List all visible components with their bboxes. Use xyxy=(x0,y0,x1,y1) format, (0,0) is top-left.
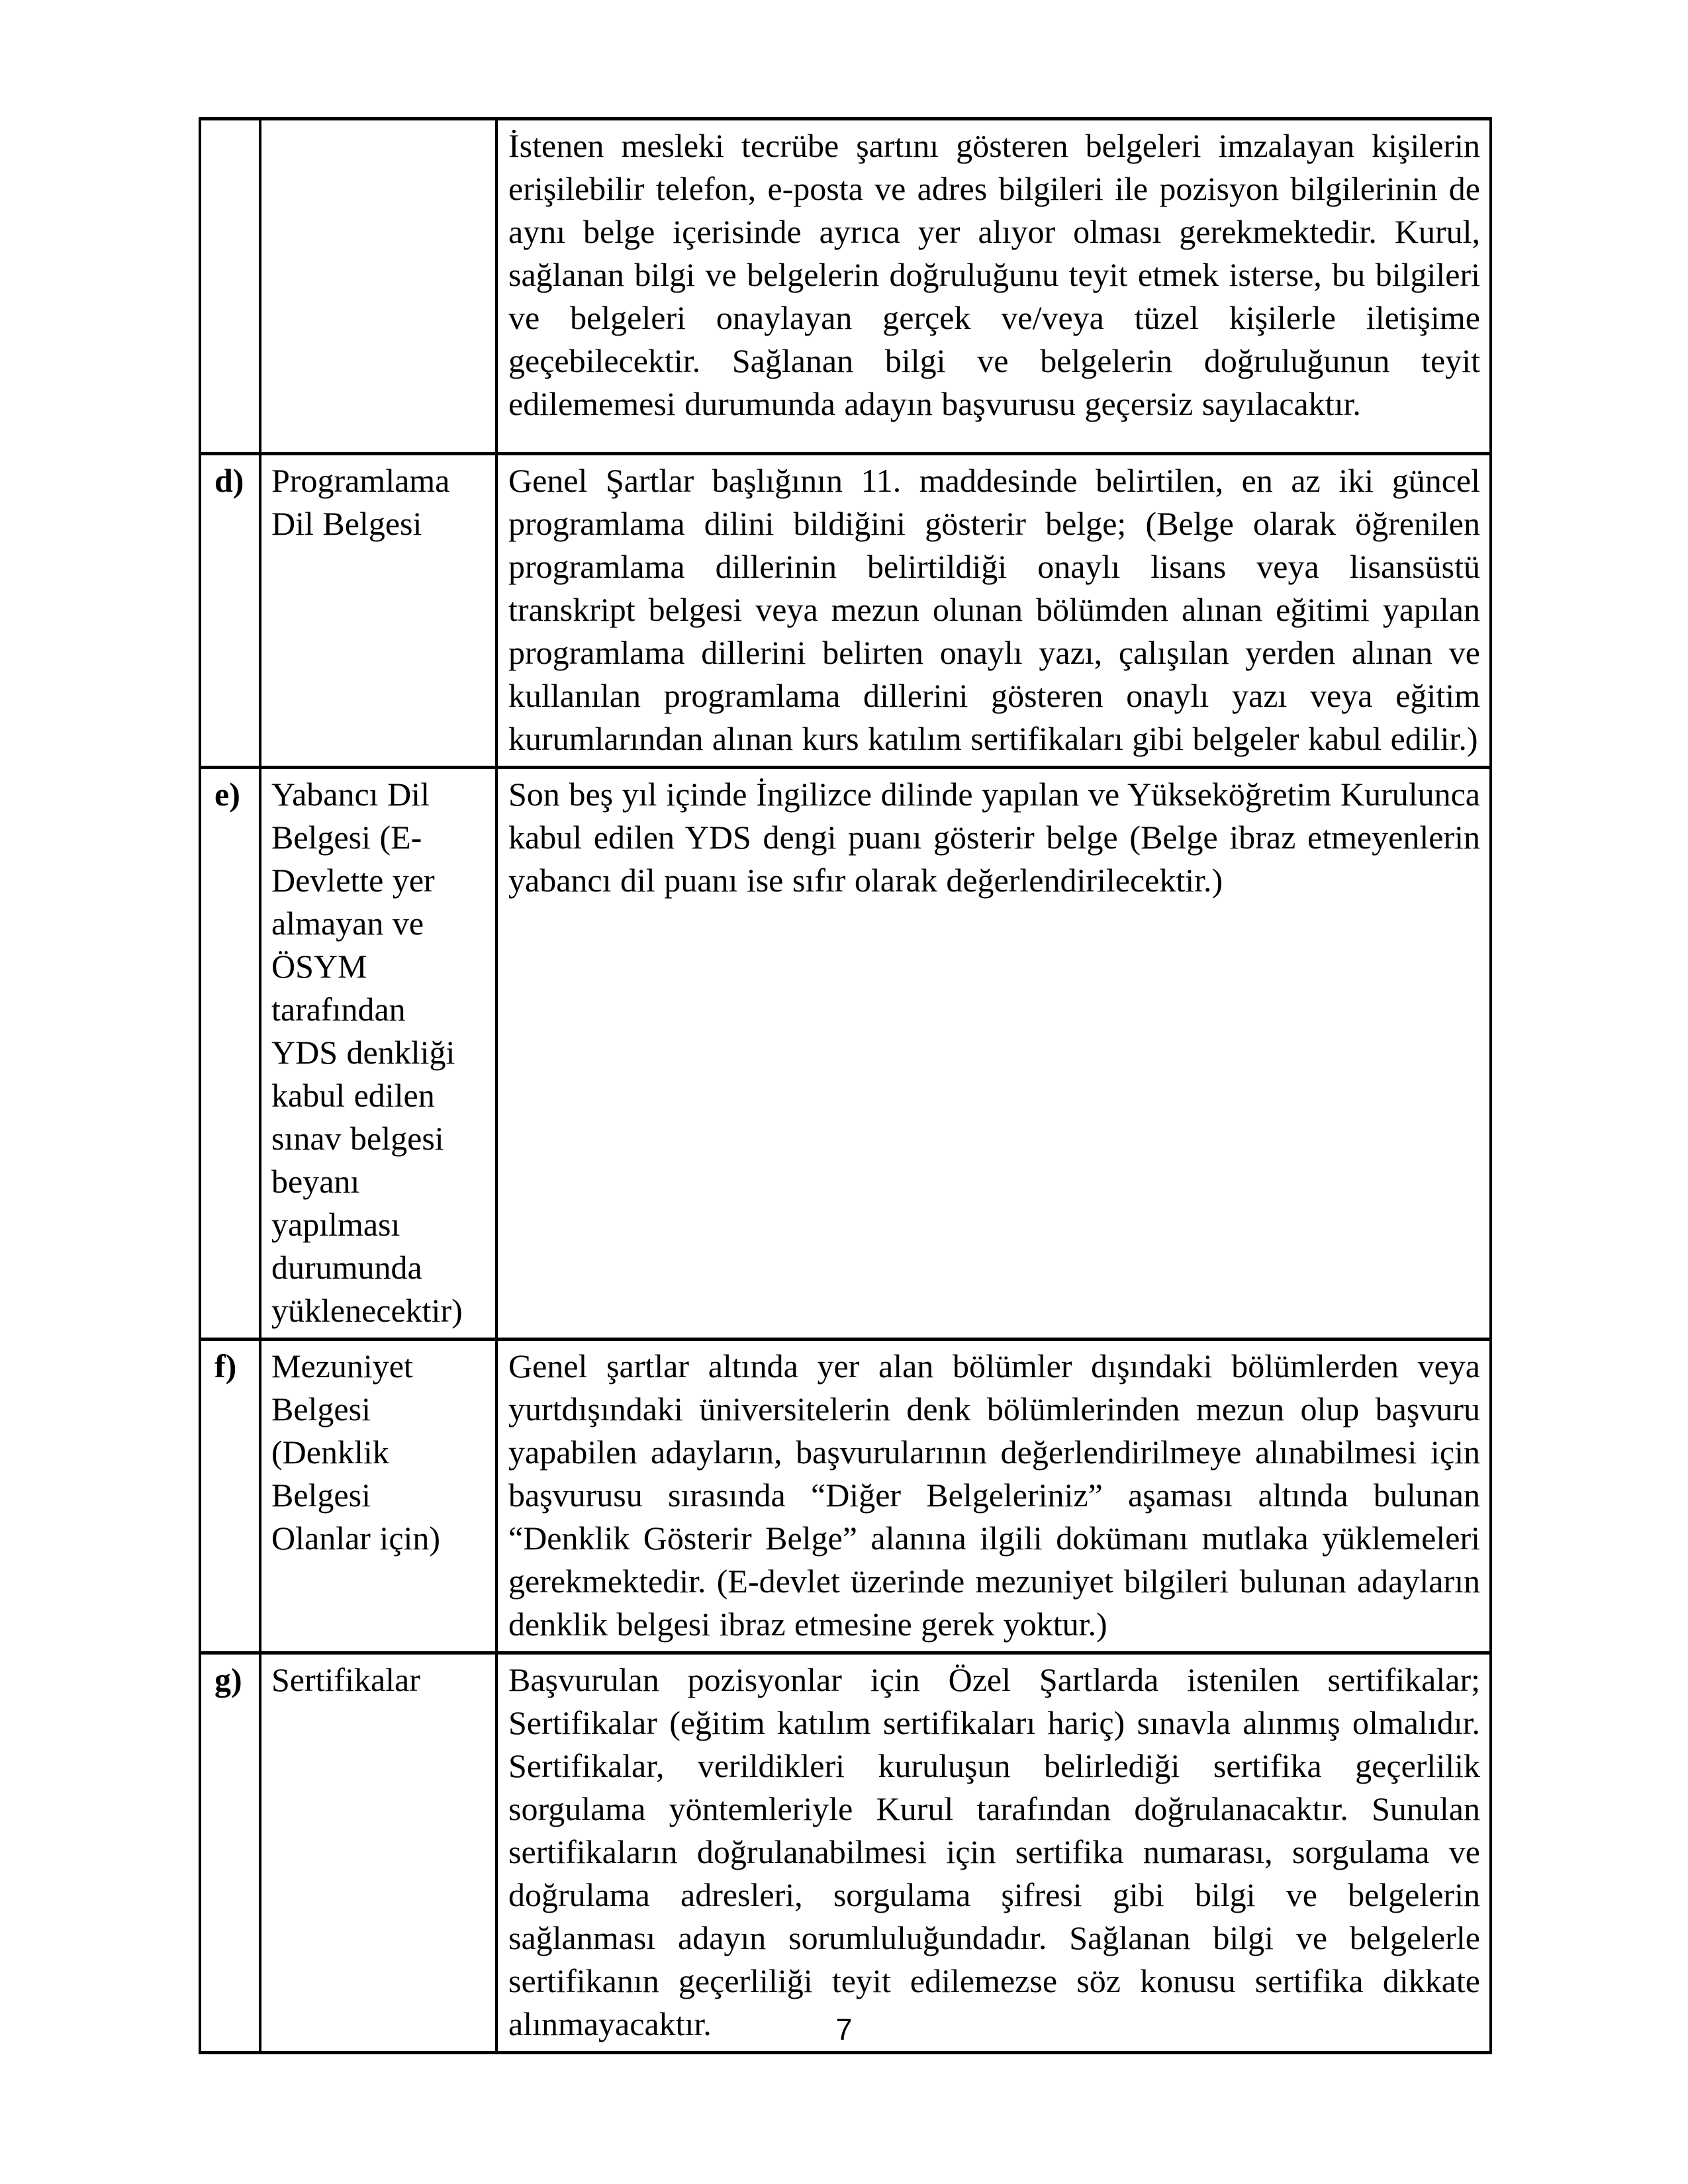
row-document-name xyxy=(260,119,496,454)
table-row-d xyxy=(200,454,1491,768)
table-row-e xyxy=(200,768,1491,1340)
row-item-letter: e) xyxy=(200,768,260,1340)
row-item-letter: g) xyxy=(200,1653,260,2053)
row-item-letter xyxy=(200,119,260,454)
row-document-description: Genel şartlar altında yer alan bölümler dışındaki bölümlerden veya yurtdışındaki üniversitelerin denk bölümlerinden mezun olup başvuru yapabilen adayların, başvurularının değerlendirilmeye alınabilmesi için başvurusu sırasında “Diğer Belgeleriniz” aşaması altında bulunan “Denklik Gösterir Belge” alanına ilgili dokümanı mutlaka yüklemeleri gerekmektedir. (E-devlet üzerinde mezuniyet bilgileri bulunan adayların denklik belgesi ibraz etmesine gerek yoktur.) xyxy=(496,1340,1491,1653)
required-documents-table xyxy=(199,117,1492,2054)
table-row-continuation xyxy=(200,119,1491,454)
row-document-description: İstenen mesleki tecrübe şartını gösteren belgeleri imzalayan kişilerin erişilebilir telefon, e-posta ve adres bilgileri ile pozisyon bilgilerinin de aynı belge içerisinde ayrıca yer alıyor olması gerekmektedir. Kurul, sağlanan bilgi ve belgelerin doğruluğunu teyit etmek isterse, bu bilgileri ve belgeleri onaylayan gerçek ve/veya tüzel kişilerle iletişime geçebilecektir. Sağlanan bilgi ve belgelerin doğruluğunun teyit edilememesi durumunda adayın başvurusu geçersiz sayılacaktır. xyxy=(496,119,1491,454)
row-document-description: Son beş yıl içinde İngilizce dilinde yapılan ve Yükseköğretim Kurulunca kabul edilen YDS dengi puanı gösterir belge (Belge ibraz etmeyenlerin yabancı dil puanı ise sıfır olarak değerlendirilecektir.) xyxy=(496,768,1491,1340)
row-document-description: Genel Şartlar başlığının 11. maddesinde belirtilen, en az iki güncel programlama dilini bildiğini gösterir belge; (Belge olarak öğrenilen programlama dillerinin belirtildiği onaylı lisans veya lisansüstü transkript belgesi veya mezun olunan bölümden alınan eğitimi yapılan programlama dillerini belirten onaylı yazı, çalışılan yerden alınan ve kullanılan programlama dillerini gösteren onaylı yazı veya eğitim kurumlarından alınan kurs katılım sertifikaları gibi belgeler kabul edilir.) xyxy=(496,454,1491,768)
page-number: 7 xyxy=(835,2013,853,2046)
row-document-description: Başvurulan pozisyonlar için Özel Şartlarda istenilen sertifikalar; Sertifikalar (eğitim katılım sertifikaları hariç) sınavla alınmış olmalıdır. Sertifikalar, verildikleri kuruluşun belirlediği sertifika geçerlilik sorgulama yöntemleriyle Kurul tarafından doğrulanacaktır. Sunulan sertifikaların doğrulanabilmesi için sertifika numarası, sorgulama ve doğrulama adresleri, sorgulama şifresi gibi bilgi ve belgelerin sağlanması adayın sorumluluğundadır. Sağlanan bilgi ve belgelerle sertifikanın geçerliliği teyit edilemezse söz konusu sertifika dikkate alınmayacaktır. xyxy=(496,1653,1491,2053)
row-document-name: Programlama Dil Belgesi xyxy=(260,454,496,768)
table-row-g xyxy=(200,1653,1491,2053)
row-item-letter: f) xyxy=(200,1340,260,1653)
row-document-name: Mezuniyet Belgesi (Denklik Belgesi Olanlar için) xyxy=(260,1340,496,1653)
row-item-letter: d) xyxy=(200,454,260,768)
table-row-f xyxy=(200,1340,1491,1653)
row-document-name: Yabancı Dil Belgesi (E-Devlette yer almayan ve ÖSYM tarafından YDS denkliği kabul edilen sınav belgesi beyanı yapılması durumunda yüklenecektir) xyxy=(260,768,496,1340)
row-document-name: Sertifikalar xyxy=(260,1653,496,2053)
